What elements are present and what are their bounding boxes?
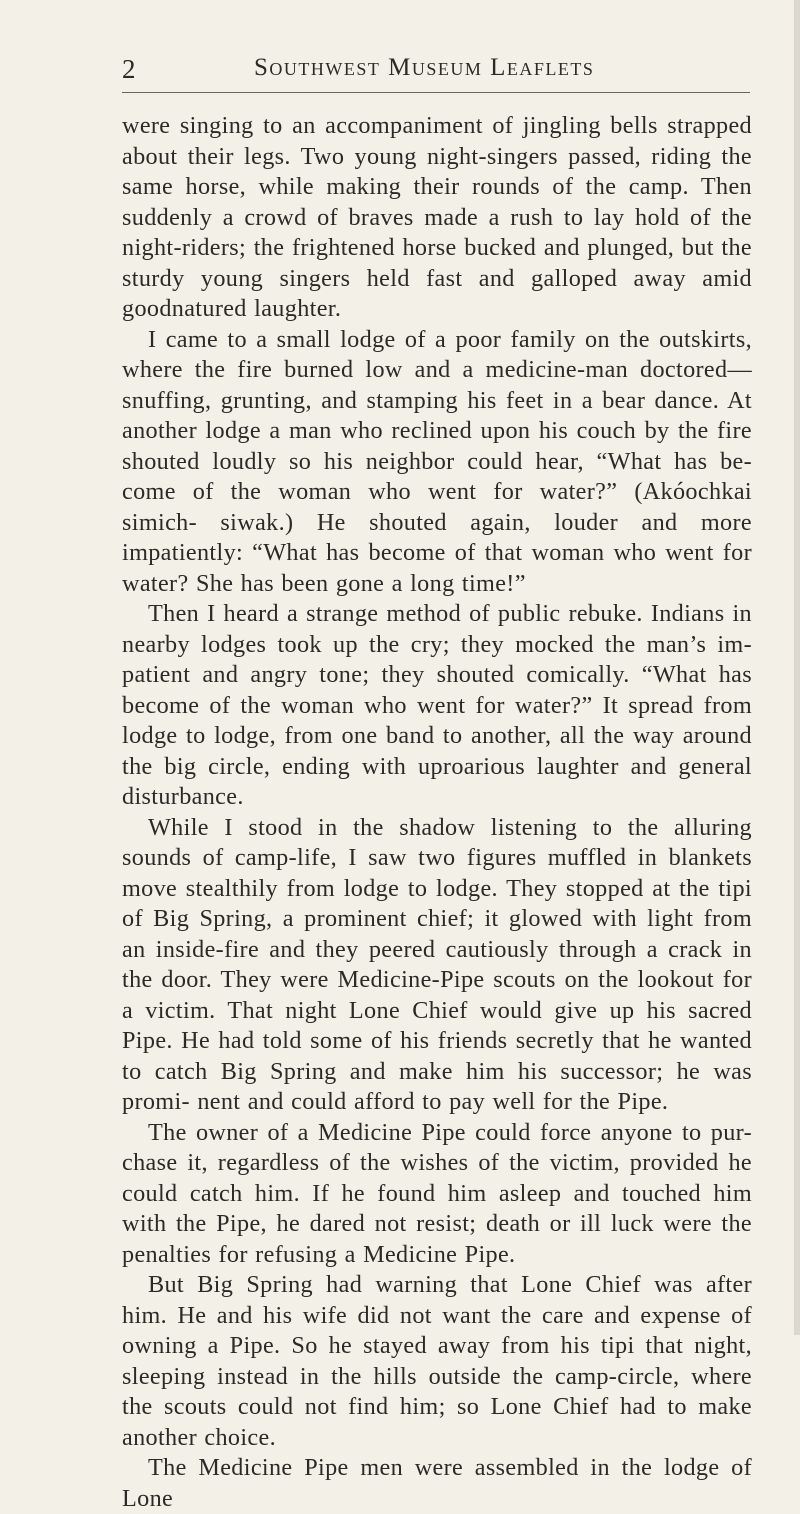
paragraph-6: But Big Spring had warning that Lone Chief was after him. He and his wife did not want the care and expense of owning a Pipe. So he stayed away from his tipi that night, sleeping instead in the hills outside the camp-circle, where the scouts could not find him; so Lone Chief had to make another choice. <box>122 1271 752 1451</box>
page-header <box>122 54 750 88</box>
body-text <box>122 111 752 1514</box>
paragraph-2: I came to a small lodge of a poor family on the outskirts, where the fire burned low and a medicine-man doctored— snuffing, grunting, and stamping his feet in a bear dance. At another lodge a man who reclined upon his couch by the fire shouted loudly so his neighbor could hear, “What has be- come of the woman who went for water?” (Akóochkai simich- siwak.) He shouted again, louder and more impatiently: “What has become of that woman who went for water? She has been gone a long time!” <box>122 325 752 597</box>
paragraph-5: The owner of a Medicine Pipe could force anyone to pur- chase it, regardless of the wishes of the victim, provided he could catch him. If he found him asleep and touched him with the Pipe, he dared not resist; death or ill luck were the penalties for refusing a Medicine Pipe. <box>122 1118 752 1268</box>
paragraph-7: The Medicine Pipe men were assembled in the lodge of Lone <box>122 1454 752 1512</box>
paragraph-3: Then I heard a strange method of public rebuke. Indians in nearby lodges took up the cry; they mocked the man’s im- patient and angry tone; they shouted comically. “What has become of the woman who went for water?” It spread from lodge to lodge, from one band to another, all the way around the big circle, ending with uproarious laughter and general disturbance. <box>122 600 752 810</box>
page-edge <box>794 0 800 1335</box>
paragraph-4: While I stood in the shadow listening to the alluring sounds of camp-life, I saw two figures muffled in blankets move stealthily from lodge to lodge. They stopped at the tipi of Big Spring, a prominent chief; it glowed with light from an inside-fire and they peered cautiously through a crack in the door. They were Medicine-Pipe scouts on the lookout for a victim. That night Lone Chief would give up his sacred Pipe. He had told some of his friends secretly that he wanted to catch Big Spring and make him his successor; he was promi- nent and could afford to pay well for the Pipe. <box>122 813 752 1115</box>
running-head: Southwest Museum Leaflets <box>254 54 595 81</box>
page-number: 2 <box>122 54 136 84</box>
paragraph-1: were singing to an accompaniment of jingling bells strapped about their legs. Two young night-singers passed, riding the same horse, while making their rounds of the camp. Then suddenly a crowd of braves made a rush to lay hold of the night-riders; the frightened horse bucked and plunged, but the sturdy young singers held fast and galloped away amid goodnatured laughter. <box>122 112 752 322</box>
header-rule <box>122 92 750 93</box>
